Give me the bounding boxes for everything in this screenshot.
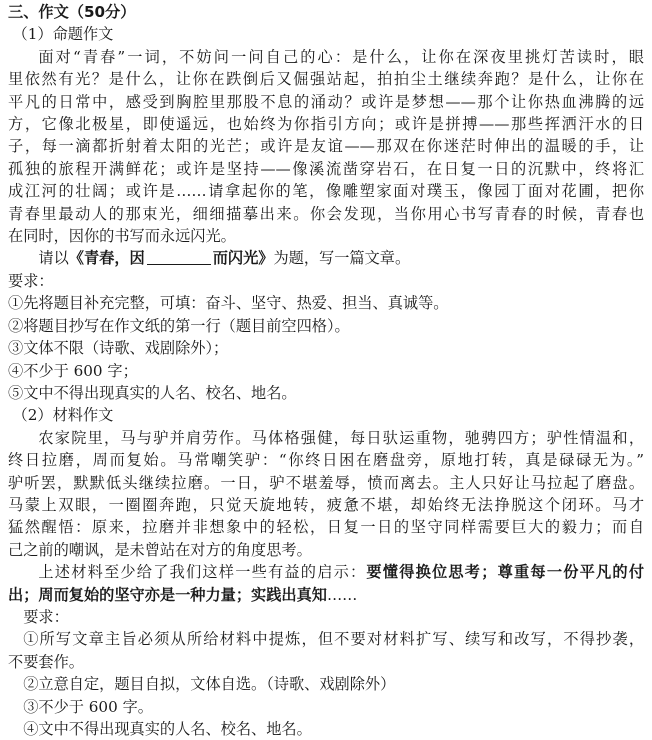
part2-requirement: 不要套作。 <box>8 652 84 671</box>
part1-line: 青春里最动人的那束光，细细描摹出来。你会发现，当你用心书写青春的时候，青春也 <box>8 204 644 223</box>
part1-req-label: 要求： <box>8 271 54 290</box>
part1-requirement: ③文体不限（诗歌、戏剧除外）； <box>8 339 229 358</box>
part1-line: 里依然有光？是什么，让你在跌倒后又倔强站起，拍拍尘土继续奔跑？是什么，让你在 <box>8 70 644 89</box>
essay-title-part2: 而闪光》 <box>212 249 274 268</box>
prompt-suffix: 为题，写一篇文章。 <box>273 249 411 268</box>
part1-line: 在同时，因你的书写而永远闪光。 <box>8 227 236 246</box>
inspiration-prefix: 上述材料至少给了我们这样一些有益的启示： <box>38 563 367 582</box>
part2-requirement: ③不少于 600 字。 <box>23 697 153 716</box>
part2-req-label: 要求： <box>23 607 69 626</box>
material-line: 驴听罢，默默低头继续拉磨。一日，驴不堪羞辱，愤而离去。主人只好让马拉起了磨盘。 <box>8 473 644 492</box>
inspiration-end: …… <box>326 585 358 604</box>
part1-line: 子，每一滴都折射着太阳的光芒；或许是友谊——那双在你迷茫时伸出的温暖的手，让 <box>8 137 644 156</box>
part1-requirement: ①先将题目补充完整，可填：奋斗、坚守、热爱、担当、真诚等。 <box>8 294 449 313</box>
title-blank <box>147 250 211 265</box>
section-title: 三、作文（50分） <box>8 3 136 21</box>
material-line: 马蒙上双眼，一圈圈奔跑，只觉天旋地转，疲惫不堪，却始终无法挣脱这个闭环。马才 <box>8 495 644 514</box>
part1-requirement: ⑤文中不得出现真实的人名、校名、地名。 <box>8 383 297 402</box>
essay-title-part1: 《青春，因 <box>68 249 145 268</box>
material-line: 己之前的嘲讽，是未曾站在对方的角度思考。 <box>8 540 312 559</box>
part1-requirement: ④不少于 600 字； <box>8 361 138 380</box>
prompt-prefix: 请以 <box>38 249 69 268</box>
part2-requirement: ②立意自定，题目自拟，文体自选。（诗歌、戏剧除外） <box>23 675 396 694</box>
part1-line: 孤独的旅程开满鲜花；或许是坚持——像溪流凿穿岩石，在日复一日的沉默中，终将汇 <box>8 159 644 178</box>
part1-line: 方，它像北极星，即使遥远，也始终为你指引方向；或许是拼搏——那些挥洒汗水的日 <box>8 115 644 134</box>
inspiration-bold: 要懂得换位思考；尊重每一份平凡的付 <box>366 563 645 582</box>
material-line: 猛然醒悟：原来，拉磨并非想象中的轻松，日复一日的坚守同样需要巨大的毅力；而自 <box>8 518 644 537</box>
part2-heading: （2）材料作文 <box>12 406 114 425</box>
material-line: 终日拉磨，周而复始。马常嘲笑驴：“你终日困在磨盘旁，原地打转，真是碌碌无为。” <box>8 451 644 470</box>
part1-line: 面对“青春”一词，不妨问一问自己的心：是什么，让你在深夜里挑灯苦读时，眼 <box>38 47 644 66</box>
part1-requirement: ②将题目抄写在作文纸的第一行（题目前空四格）。 <box>8 316 350 335</box>
part1-paragraph <box>8 46 644 248</box>
part2-requirement: ④文中不得出现真实的人名、校名、地名。 <box>23 720 312 738</box>
inspiration-bold: 出；周而复始的坚守亦是一种力量；实践出真知 <box>8 585 327 604</box>
part1-line: 平凡的日常中，感受到胸腔里那股不息的涌动？或许是梦想——那个让你热血沸腾的远 <box>8 92 644 111</box>
part2-requirement: ①所写文章主旨必须从所给材料中提炼，但不要对材料扩写、续写和改写，不得抄袭， <box>23 630 644 649</box>
part1-heading: （1）命题作文 <box>12 25 114 44</box>
part2-material <box>8 427 644 561</box>
inspiration-line <box>8 584 644 606</box>
material-line: 农家院里，马与驴并肩劳作。马体格强健，每日驮运重物，驰骋四方；驴性情温和， <box>38 428 644 447</box>
inspiration-line <box>8 561 644 583</box>
part1-prompt <box>8 247 644 269</box>
part1-line: 成江河的壮阔；或许是……请拿起你的笔，像雕塑家面对璞玉，像园丁面对花圃，把你 <box>8 182 644 201</box>
